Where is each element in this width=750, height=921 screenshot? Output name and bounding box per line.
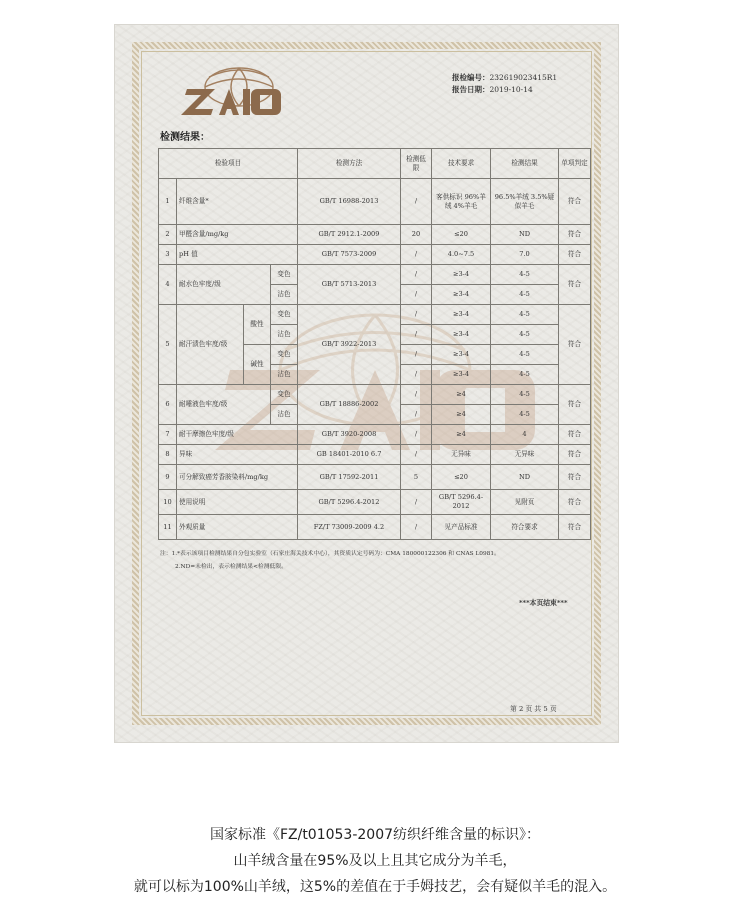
report-date-label: 报告日期： [452,85,490,94]
row-requirement: ≥3-4 [432,265,491,285]
caption [0,822,750,900]
row-judgement: 符合 [559,490,591,515]
row-result: 4-5 [491,385,559,405]
table-row [159,225,591,245]
row-requirement: ≥3-4 [432,345,491,365]
row-requirement: 4.0~7.5 [432,245,491,265]
row-item: 异味 [177,445,298,465]
row-judgement: 符合 [559,305,591,385]
row-method: GB/T 2912.1-2009 [298,225,401,245]
row-no: 11 [159,515,177,540]
row-method: GB/T 18886-2002 [298,385,401,425]
row-item: pH 值 [177,245,298,265]
row-method: GB/T 16988-2013 [298,179,401,225]
row-subgroup: 酸性 [244,305,271,345]
row-method: FZ/T 73009-2009 4.2 [298,515,401,540]
row-result: ND [491,465,559,490]
row-result: 96.5%羊绒 3.5%疑似羊毛 [491,179,559,225]
row-method: GB/T 3922-2013 [298,305,401,385]
row-judgement: 符合 [559,425,591,445]
row-no: 9 [159,465,177,490]
row-result: 无异味 [491,445,559,465]
row-no: 5 [159,305,177,385]
row-requirement: ≥3-4 [432,305,491,325]
table-row [159,385,591,405]
row-result: 4-5 [491,305,559,325]
header-item: 检验项目 [159,149,298,179]
row-limit: / [401,285,432,305]
row-requirement: 无异味 [432,445,491,465]
table-row [159,245,591,265]
row-subitem: 变色 [271,385,298,405]
row-requirement: GB/T 5296.4-2012 [432,490,491,515]
header-judgement: 单项判定 [559,149,591,179]
row-limit: / [401,345,432,365]
row-subitem: 变色 [271,265,298,285]
row-subgroup: 碱性 [244,345,271,385]
row-judgement: 符合 [559,265,591,305]
row-subitem: 变色 [271,345,298,365]
row-limit: 5 [401,465,432,490]
caption-line-3: 就可以标为100%山羊绒，这5%的差值在于手姆技艺，会有疑似羊毛的混入。 [133,879,617,895]
row-judgement: 符合 [559,179,591,225]
table-row [159,465,591,490]
row-item: 耐汗渍色牢度/级 [177,305,244,385]
row-requirement: 客供标识 96%羊绒 4%羊毛 [432,179,491,225]
row-limit: / [401,515,432,540]
row-requirement: ≥3-4 [432,325,491,345]
row-item: 使用说明 [177,490,298,515]
row-no: 10 [159,490,177,515]
row-limit: / [401,265,432,285]
row-item: 甲醛含量/mg/kg [177,225,298,245]
row-result: 7.0 [491,245,559,265]
report-number-label: 报检编号： [452,73,490,82]
row-requirement: ≥4 [432,385,491,405]
caption-line-1: 国家标准《FZ/t01053-2007纺织纤维含量的标识》： [209,827,541,843]
row-judgement: 符合 [559,515,591,540]
header-limit: 检测低限 [401,149,432,179]
row-no: 6 [159,385,177,425]
table-row [159,179,591,225]
table-row [159,305,591,325]
report-number: 232619023415R1 [489,73,558,82]
row-limit: / [401,490,432,515]
row-item: 耐干摩擦色牢度/级 [177,425,298,445]
section-title: 检测结果： [160,132,210,143]
row-no: 3 [159,245,177,265]
row-subitem: 沾色 [271,365,298,385]
row-method: GB 18401-2010 6.7 [298,445,401,465]
note-2: 2.ND=未检出，表示检测结果<检测低限。 [175,564,287,570]
row-requirement: 见产品标准 [432,515,491,540]
row-result: 4-5 [491,265,559,285]
row-judgement: 符合 [559,225,591,245]
report-sheet [115,25,618,742]
row-judgement: 符合 [559,385,591,425]
row-limit: / [401,445,432,465]
header-method: 检测方法 [298,149,401,179]
row-limit: / [401,179,432,225]
row-judgement: 符合 [559,245,591,265]
header-result: 检测结果 [491,149,559,179]
row-requirement: ≤20 [432,225,491,245]
note-1: 注：1.*表示该项目检测结果自分包实验室（石家庄海关技术中心），其资质认定号码为：CMA 180000122306 和 CNAS L0981。 [160,551,500,557]
table-row [159,490,591,515]
row-result: 4-5 [491,285,559,305]
row-result: 符合要求 [491,515,559,540]
table-row [159,265,591,285]
row-judgement: 符合 [559,445,591,465]
table-row [159,425,591,445]
row-no: 2 [159,225,177,245]
row-method: GB/T 17592-2011 [298,465,401,490]
row-judgement: 符合 [559,465,591,490]
row-method: GB/T 7573-2009 [298,245,401,265]
row-result: 4-5 [491,325,559,345]
row-result: 4-5 [491,345,559,365]
row-limit: / [401,305,432,325]
row-item: 纤维含量* [177,179,298,225]
row-method: GB/T 3920-2008 [298,425,401,445]
row-subitem: 沾色 [271,325,298,345]
row-result: ND [491,225,559,245]
row-item: 耐水色牢度/级 [177,265,271,305]
table-row [159,515,591,540]
row-limit: 20 [401,225,432,245]
row-limit: / [401,365,432,385]
table-row [159,445,591,465]
row-requirement: ≥3-4 [432,365,491,385]
row-limit: / [401,245,432,265]
row-requirement: ≥4 [432,405,491,425]
row-limit: / [401,325,432,345]
row-limit: / [401,425,432,445]
row-limit: / [401,385,432,405]
row-method: GB/T 5713-2013 [298,265,401,305]
row-requirement: ≤20 [432,465,491,490]
row-item: 外观质量 [177,515,298,540]
caption-line-2: 山羊绒含量在95%及以上且其它成分为羊毛， [233,853,517,869]
page-end-marker: ***本页结束*** [519,599,568,607]
row-subitem: 沾色 [271,285,298,305]
row-requirement: ≥3-4 [432,285,491,305]
results-table [158,148,591,540]
zaiq-logo [181,65,291,117]
row-result: 4-5 [491,365,559,385]
row-result: 见附页 [491,490,559,515]
report-info [452,72,557,96]
table-header-row [159,149,591,179]
row-no: 7 [159,425,177,445]
row-result: 4 [491,425,559,445]
row-method: GB/T 5296.4-2012 [298,490,401,515]
row-subitem: 沾色 [271,405,298,425]
row-result: 4-5 [491,405,559,425]
row-item: 可分解致癌芳香胺染料/mg/kg [177,465,298,490]
header-requirement: 技术要求 [432,149,491,179]
report-date: 2019-10-14 [489,85,533,94]
notes [160,548,590,574]
row-no: 4 [159,265,177,305]
row-item: 耐唾液色牢度/级 [177,385,271,425]
row-no: 8 [159,445,177,465]
page-number: 第 2 页 共 5 页 [510,705,557,713]
row-limit: / [401,405,432,425]
row-requirement: ≥4 [432,425,491,445]
row-no: 1 [159,179,177,225]
row-subitem: 变色 [271,305,298,325]
